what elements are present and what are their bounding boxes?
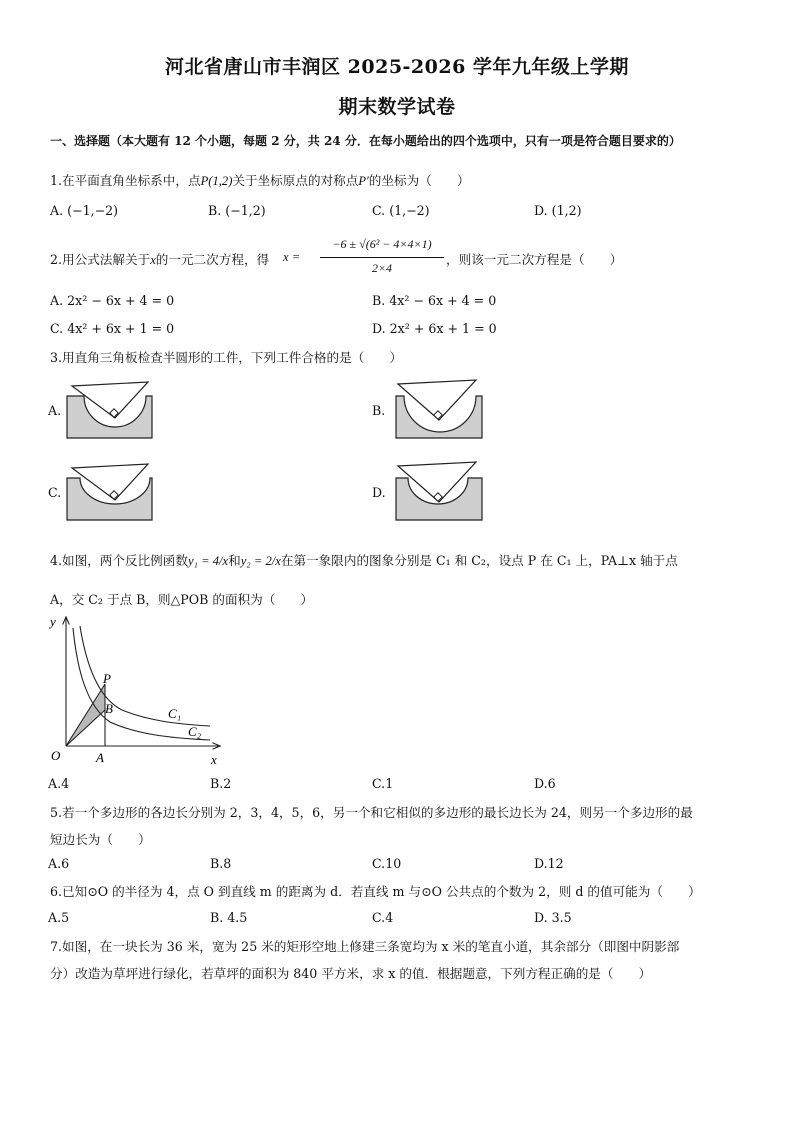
q4-option-c: C.1 — [372, 776, 394, 791]
q3-label-a: A. — [48, 403, 62, 418]
label-y: y — [50, 614, 56, 629]
q2-option-d: D. 2x² + 6x + 1 = 0 — [372, 321, 497, 336]
q4-option-d: D.6 — [534, 776, 556, 791]
q1-option-b: B. (−1,2) — [208, 203, 266, 218]
q6-option-c: C.4 — [372, 910, 394, 925]
q3-label-d: D. — [372, 485, 386, 500]
q4-stem-a: 4.如图，两个反比例函数y₁ = 4/x和y₂ = 2/x在第一象限内的图象分别是 C₁ 和 C₂，设点 P 在 C₁ 上，PA⊥x 轴于点 — [50, 553, 678, 568]
label-c2: C₂ — [188, 724, 202, 739]
q6-option-d: D. 3.5 — [534, 910, 572, 925]
section-heading: 一、选择题（本大题有 12 个小题，每题 2 分，共 24 分．在每小题给出的四个选项中，只有一项是符合题目要求的） — [50, 134, 681, 148]
q7-stem-b: 分）改造为草坪进行绿化，若草坪的面积为 840 平方米，求 x 的值．根据题意，下列方程正确的是（ ） — [50, 966, 652, 981]
q3-figure-d — [392, 460, 488, 524]
q2-stem-a: 2.用公式法解关于x的一元二次方程，得 — [50, 252, 270, 267]
q2-formula-denominator: 2×4 — [371, 261, 393, 275]
q3-figure-b — [392, 378, 488, 442]
label-b: B — [105, 701, 113, 716]
q1-option-c: C. (1,−2) — [372, 203, 430, 218]
q7-stem-a: 7.如图，在一块长为 36 米，宽为 25 米的矩形空地上修建三条宽均为 x 米的笔直小道，其余部分（即图中阴影部 — [50, 939, 680, 954]
q2-option-a: A. 2x² − 6x + 4 = 0 — [50, 293, 175, 308]
q5-option-a: A.6 — [48, 856, 70, 871]
label-c1: C₁ — [168, 706, 182, 721]
q6-option-b: B. 4.5 — [210, 910, 248, 925]
q3-label-b: B. — [372, 403, 386, 418]
q2-option-c: C. 4x² + 6x + 1 = 0 — [50, 321, 175, 336]
q6-stem: 6.已知⊙O 的半径为 4，点 O 到直线 m 的距离为 d．若直线 m 与⊙O 公共点的个数为 2，则 d 的值可能为（ ） — [50, 884, 701, 899]
q5-option-d: D.12 — [534, 856, 564, 871]
q4-figure — [44, 612, 224, 770]
q5-option-c: C.10 — [372, 856, 402, 871]
page-subtitle: 期末数学试卷 — [338, 96, 456, 118]
q5-stem-a: 5.若一个多边形的各边长分别为 2，3，4，5，6，另一个和它相似的多边形的最长边长为 24，则另一个多边形的最 — [50, 805, 693, 820]
q3-figure-a — [62, 380, 158, 442]
page-title: 河北省唐山市丰润区 2025-2026 学年九年级上学期 — [165, 56, 629, 78]
q2-formula-lhs: x = — [283, 250, 301, 264]
q2-stem-b: ，则该一元二次方程是（ ） — [446, 252, 623, 267]
q2-fraction-bar — [320, 257, 444, 258]
q2-option-b: B. 4x² − 6x + 4 = 0 — [372, 293, 497, 308]
q3-figure-c — [62, 462, 158, 524]
q1-option-a: A. (−1,−2) — [50, 203, 119, 218]
q4-option-a: A.4 — [48, 776, 70, 791]
q1-option-d: D. (1,2) — [534, 203, 582, 218]
q4-option-b: B.2 — [210, 776, 232, 791]
label-o: O — [51, 748, 61, 763]
q2-formula-numerator: −6 ± √(6² − 4×4×1) — [332, 237, 432, 251]
q1-stem: 1.在平面直角坐标系中，点P(1,2)关于坐标原点的对称点P′的坐标为（ ） — [50, 173, 470, 188]
q5-option-b: B.8 — [210, 856, 232, 871]
label-p: P — [103, 671, 111, 686]
label-a: A — [96, 750, 104, 765]
q6-option-a: A.5 — [48, 910, 70, 925]
q5-stem-b: 短边长为（ ） — [50, 832, 151, 847]
q4-stem-b: A，交 C₂ 于点 B，则△POB 的面积为（ ） — [50, 592, 314, 607]
label-x: x — [211, 752, 217, 767]
q3-stem: 3.用直角三角板检查半圆形的工件，下列工件合格的是（ ） — [50, 350, 403, 365]
q3-label-c: C. — [48, 485, 62, 500]
